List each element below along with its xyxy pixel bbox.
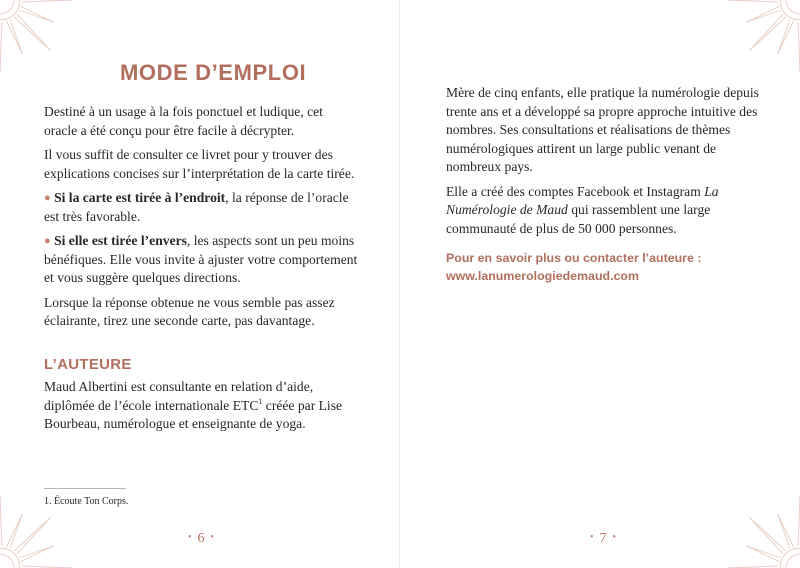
page-number-value: 6: [197, 531, 205, 546]
dot-icon: •: [612, 532, 617, 543]
bold-lead: Si la carte est tirée à l’endroit: [54, 190, 226, 205]
sun-ray: [0, 22, 2, 72]
paragraph-text: , les aspects sont un peu moins bénéfiques. Elle vous invite à ajuster votre comportement et vous suggère quelques directions.: [44, 233, 358, 285]
page-number: [584, 531, 622, 547]
paragraph: Lorsque la réponse obtenue ne vous semble pas assez éclairante, tirez une seconde carte, pas davantage.: [44, 294, 335, 328]
account-name: La Numérologie de Maud: [446, 183, 719, 217]
paragraph-text: créée par Lise Bourbeau, numérologue et enseignante de yoga.: [44, 397, 343, 431]
sun-core: [786, 554, 800, 568]
sun-core: [0, 0, 14, 14]
page-number: [182, 531, 220, 547]
paragraph-text: Elle a créé des comptes Facebook et Instagram: [446, 183, 705, 199]
author-heading: L’AUTEURE: [44, 356, 132, 373]
sun-ray: [746, 546, 780, 562]
paragraph-text: Maud Albertini est consultante en relation d’aide, diplômée de l’école internationale ETC: [44, 379, 314, 413]
author-bio-continued: [446, 84, 762, 244]
paragraph: Mère de cinq enfants, elle pratique la numérologie depuis trente ans et a développé sa propre approche intuitive des nombres. Ses consultations et réalisations de thèmes numérologiques attirent un large public venant de nombreux pays.: [446, 85, 759, 174]
sun-ray: [19, 7, 53, 23]
bold-lead: Si elle est tirée l’envers: [54, 233, 187, 248]
bullet-icon: ●: [44, 192, 51, 204]
footnote-ref: 1: [258, 396, 263, 406]
paragraph: [446, 183, 762, 239]
sun-ray: [0, 496, 2, 546]
bullet-paragraph: [44, 189, 358, 226]
sun-ray: [778, 19, 794, 53]
sun-ornament-icon: [720, 488, 800, 568]
contact-block: [446, 249, 766, 285]
bullet-icon: ●: [44, 235, 51, 247]
bullet-paragraph: [44, 232, 358, 288]
sun-core: [786, 0, 800, 14]
paragraph: [44, 378, 358, 434]
paragraph: Destiné à un usage à la fois ponctuel et ludique, cet oracle a été conçu pour être facile à décrypter.: [44, 104, 323, 138]
sun-core: [0, 554, 14, 568]
sun-ray: [7, 19, 23, 53]
section-title: MODE D’EMPLOI: [120, 60, 307, 85]
footnote: 1. Écoute Ton Corps.: [44, 496, 129, 507]
page-number-value: 7: [599, 531, 607, 546]
sun-ray: [778, 514, 794, 548]
dot-icon: •: [590, 532, 594, 543]
sun-ornament-icon: [0, 0, 80, 80]
sun-ray: [746, 7, 780, 23]
paragraph-text: , la réponse de l’oracle est très favorable.: [44, 190, 349, 224]
dot-icon: •: [188, 532, 192, 543]
sun-ornament-icon: [720, 0, 800, 80]
sun-ray: [22, 0, 72, 2]
sun-ray: [7, 514, 23, 548]
website-link[interactable]: www.lanumerologiedemaud.com: [446, 269, 640, 283]
contact-label: Pour en savoir plus ou contacter l’auteure :: [446, 251, 702, 265]
dot-icon: •: [210, 532, 215, 543]
gutter-divider: [399, 0, 400, 568]
footnote-rule: [44, 488, 126, 489]
paragraph-text: qui rassemblent une large communauté de plus de 50 000 personnes.: [446, 202, 711, 236]
sun-ray: [19, 546, 53, 562]
author-body: [44, 378, 358, 440]
instructions-body: [44, 103, 358, 337]
paragraph: Il vous suffit de consulter ce livret pour y trouver des explications concises sur l’interprétation de la carte tirée.: [44, 147, 355, 181]
sun-ray: [728, 0, 778, 2]
